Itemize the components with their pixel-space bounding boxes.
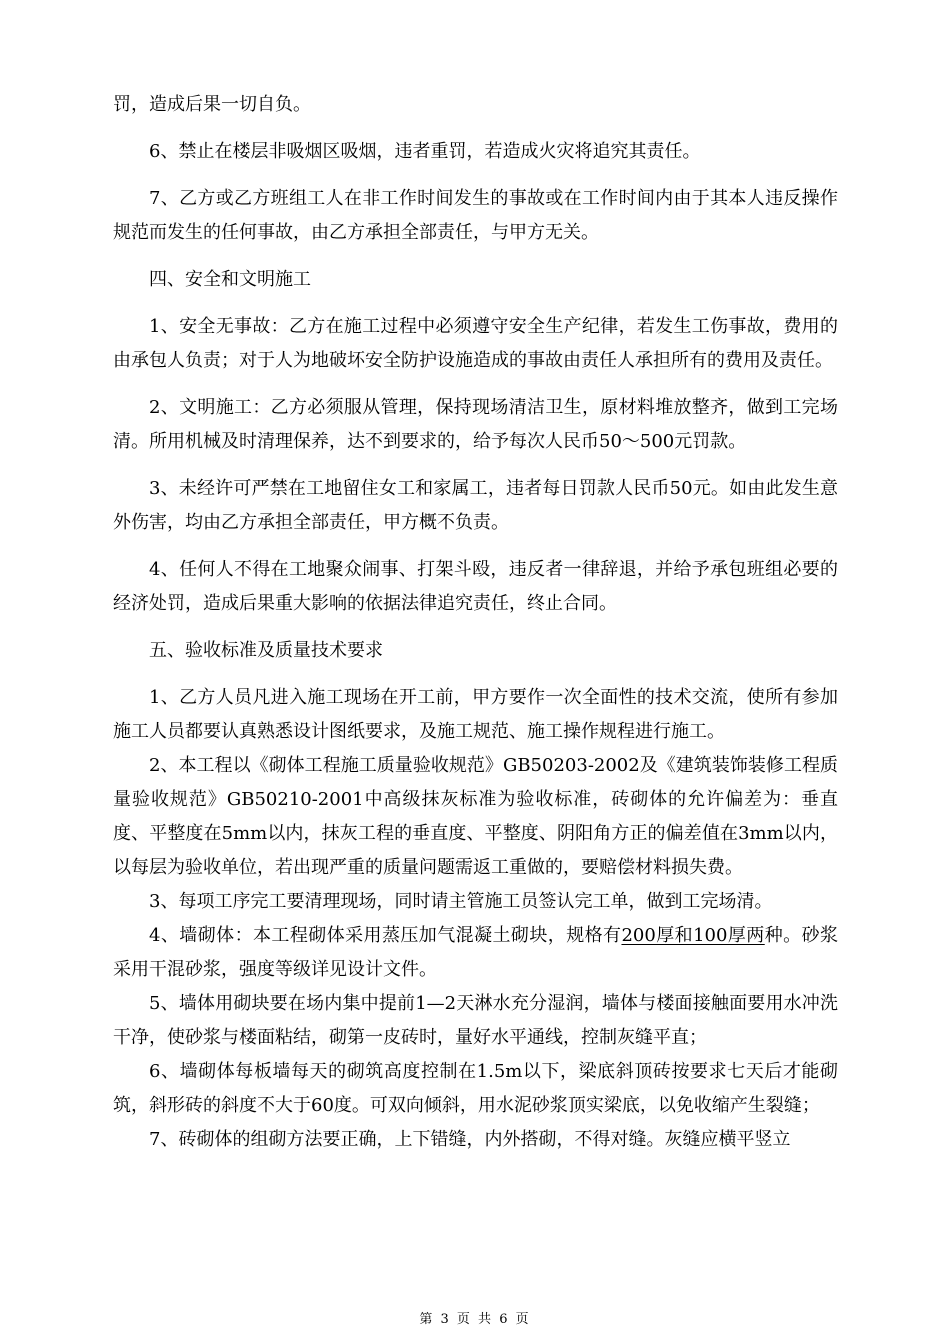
paragraph-quality-6: 6、墙砌体每板墙每天的砌筑高度控制在1.5m以下，梁底斜顶砖按要求七天后才能砌筑，斜形砖的斜度不大于60度。可双向倾斜，用水泥砂浆顶实梁底，以免收缩产生裂缝；: [113, 1061, 838, 1116]
paragraph-safety-3: 3、未经许可严禁在工地留住女工和家属工，违者每日罚款人民币50元。如由此发生意外伤害，均由乙方承担全部责任，甲方概不负责。: [113, 478, 838, 533]
page-footer: 第 3 页 共 6 页: [419, 1312, 531, 1327]
paragraph-quality-2: 2、本工程以《砌体工程施工质量验收规范》GB50203-2002及《建筑装饰装修工程质量验收规范》GB50210-2001中高级抹灰标准为验收标准，砖砌体的允许偏差为：垂直度、平整度在5mm以内，抹灰工程的垂直度、平整度、阴阳角方正的偏差值在3mm以内，以每层为验收单位，若出现严重的质量问题需返工重做的，要赔偿材料损失费。: [113, 755, 838, 878]
document-body: [113, 88, 838, 1157]
paragraph-quality-3: 3、每项工序完工要清理现场，同时请主管施工员签认完工单，做到工完场清。: [149, 891, 773, 912]
paragraph-quality-7: 7、砖砌体的组砌方法要正确，上下错缝，内外搭砌，不得对缝。灰缝应横平竖立: [149, 1129, 791, 1150]
paragraph-quality-4: [113, 919, 838, 987]
paragraph-quality-1: 1、乙方人员凡进入施工现场在开工前，甲方要作一次全面性的技术交流，使所有参加施工人员都要认真熟悉设计图纸要求，及施工规范、施工操作规程进行施工。: [113, 687, 838, 742]
paragraph-item-7: 7、乙方或乙方班组工人在非工作时间发生的事故或在工作时间内由于其本人违反操作规范而发生的任何事故，由乙方承担全部责任，与甲方无关。: [113, 188, 838, 243]
paragraph-continuation: 罚，造成后果一切自负。: [113, 94, 311, 115]
paragraph-safety-4: 4、任何人不得在工地聚众闹事、打架斗殴，违反者一律辞退，并给予承包班组必要的经济处罚，造成后果重大影响的依据法律追究责任，终止合同。: [113, 559, 838, 614]
paragraph-safety-1: 1、安全无事故：乙方在施工过程中必须遵守安全生产纪律，若发生工伤事故，费用的由承包人负责；对于人为地破坏安全防护设施造成的事故由责任人承担所有的费用及责任。: [113, 316, 838, 371]
paragraph-quality-5: 5、墙体用砌块要在场内集中提前1—2天淋水充分湿润，墙体与楼面接触面要用水冲洗干净，使砂浆与楼面粘结，砌第一皮砖时，量好水平通线，控制灰缝平直；: [113, 993, 838, 1048]
paragraph-safety-2: 2、文明施工：乙方必须服从管理，保持现场清洁卫生，原材料堆放整齐，做到工完场清。所用机械及时清理保养，达不到要求的，给予每次人民币50～500元罚款。: [113, 397, 838, 452]
section-heading-5: 五、验收标准及质量技术要求: [149, 640, 383, 661]
paragraph-quality-4-start: 4、墙砌体：本工程砌体采用蒸压加气混凝土砌块，规格有: [149, 925, 622, 946]
section-heading-4: 四、安全和文明施工: [149, 269, 311, 290]
paragraph-quality-4-underlined: 200厚和100厚两: [621, 925, 765, 946]
paragraph-item-6: 6、禁止在楼层非吸烟区吸烟，违者重罚，若造成火灾将追究其责任。: [149, 141, 701, 162]
paragraph-quality-4-end: 种。砂浆采用干混砂浆，强度等级详见设计文件。: [113, 925, 839, 980]
